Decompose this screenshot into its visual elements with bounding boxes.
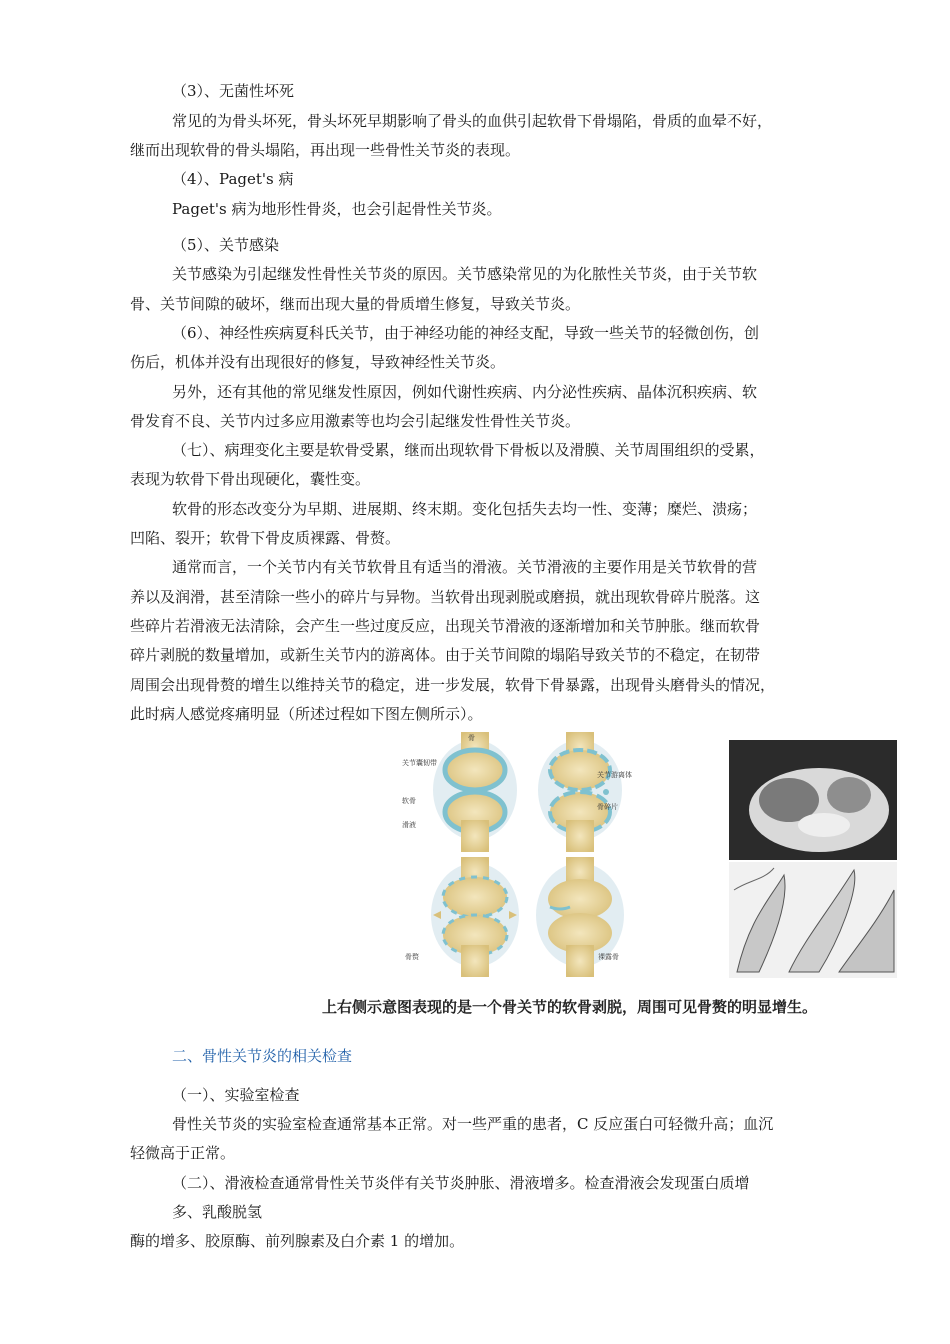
paragraph-line: 酶的增多、胶原酶、前列腺素及白介素 1 的增加。 — [130, 1232, 465, 1250]
label-synovium: 滑液 — [402, 821, 416, 829]
paragraph-line: 关节感染为引起继发性骨性关节炎的原因。关节感染常见的为化脓性关节炎，由于关节软 — [172, 265, 758, 283]
paragraph-line: 继而出现软骨的骨头塌陷，再出现一些骨性关节炎的表现。 — [130, 141, 521, 159]
paragraph-line: 轻微高于正常。 — [130, 1144, 236, 1162]
specimen-photo-figure — [729, 740, 897, 978]
label-bone: 骨 — [468, 734, 475, 742]
paragraph-line: 软骨的形态改变分为早期、进展期、终末期。变化包括失去均一性、变薄；糜烂、溃疡； — [172, 500, 758, 518]
label-cartilage: 软骨 — [402, 797, 416, 805]
paragraph-line: 骨性关节炎的实验室检查通常基本正常。对一些严重的患者，C 反应蛋白可轻微升高；血沉 — [172, 1115, 774, 1133]
paragraph-line: （6）、神经性疾病夏科氏关节，由于神经功能的神经支配，导致一些关节的轻微创伤，创 — [172, 324, 760, 342]
paragraph-line: 周围会出现骨赘的增生以维持关节的稳定，进一步发展，软骨下骨暴露，出现骨头磨骨头的情况， — [130, 676, 776, 694]
paragraph-line: 养以及润滑，甚至清除一些小的碎片与异物。当软骨出现剥脱或磨损，就出现软骨碎片脱落。这 — [130, 588, 761, 606]
label-fragments: 骨碎片 — [597, 803, 618, 811]
label-loose-body: 关节游离体 — [597, 771, 632, 779]
normal-joint — [433, 732, 517, 852]
paragraph-line: 另外，还有其他的常见继发性原因，例如代谢性疾病、内分泌性疾病、晶体沉积疾病、软 — [172, 383, 758, 401]
paragraph-line: Paget's 病为地形性骨炎，也会引起骨性关节炎。 — [172, 200, 502, 218]
subheading-pagets: （4）、Paget's 病 — [172, 170, 294, 188]
paragraph-line: 表现为软骨下骨出现硬化，囊性变。 — [130, 470, 371, 488]
subheading-lab-tests: （一）、实验室检查 — [172, 1086, 300, 1104]
label-exposed-bone: 裸露骨 — [598, 953, 619, 961]
paragraph-line: 凹陷、裂开；软骨下骨皮质裸露、骨赘。 — [130, 529, 401, 547]
paragraph-line: 通常而言，一个关节内有关节软骨且有适当的滑液。关节滑液的主要作用是关节软骨的营 — [172, 558, 758, 576]
paragraph-line: 此时病人感觉疼痛明显（所述过程如下图左侧所示）。 — [130, 705, 483, 723]
paragraph-line: 伤后，机体并没有出现很好的修复，导致神经性关节炎。 — [130, 353, 506, 371]
osteophyte-joint — [431, 857, 519, 977]
figure-caption: 上右侧示意图表现的是一个骨关节的软骨剥脱，周围可见骨赘的明显增生。 — [322, 998, 818, 1016]
paragraph-line: 些碎片若滑液无法清除，会产生一些过度反应，出现关节滑液的逐渐增加和关节肿胀。继而软骨 — [130, 617, 761, 635]
label-osteophyte: 骨赘 — [405, 953, 419, 961]
section-heading-examinations: 二、骨性关节炎的相关检查 — [172, 1047, 353, 1065]
paragraph-line: 碎片剥脱的数量增加，或新生关节内的游离体。由于关节间隙的塌陷导致关节的不稳定，在韧带 — [130, 646, 761, 664]
early-damage-joint — [538, 732, 622, 852]
paragraph-line: 骨、关节间隙的破坏，继而出现大量的骨质增生修复，导致关节炎。 — [130, 295, 581, 313]
paragraph-line: 常见的为骨头坏死，骨头坏死早期影响了骨头的血供引起软骨下骨塌陷，骨质的血晕不好， — [172, 112, 773, 130]
paragraph-line: （二）、滑液检查通常骨性关节炎伴有关节炎肿胀、滑液增多。检查滑液会发现蛋白质增 — [172, 1174, 750, 1192]
label-capsule: 关节囊韧带 — [402, 759, 437, 767]
paragraph-line: （七）、病理变化主要是软骨受累，继而出现软骨下骨板以及滑膜、关节周围组织的受累， — [172, 441, 765, 459]
subheading-aseptic-necrosis: （3）、无菌性坏死 — [172, 82, 295, 100]
paragraph-line: 骨发育不良、关节内过多应用激素等也均会引起继发性骨性关节炎。 — [130, 412, 581, 430]
paragraph-line: 多、乳酸脱氢 — [172, 1203, 263, 1221]
subheading-joint-infection: （5）、关节感染 — [172, 236, 280, 254]
